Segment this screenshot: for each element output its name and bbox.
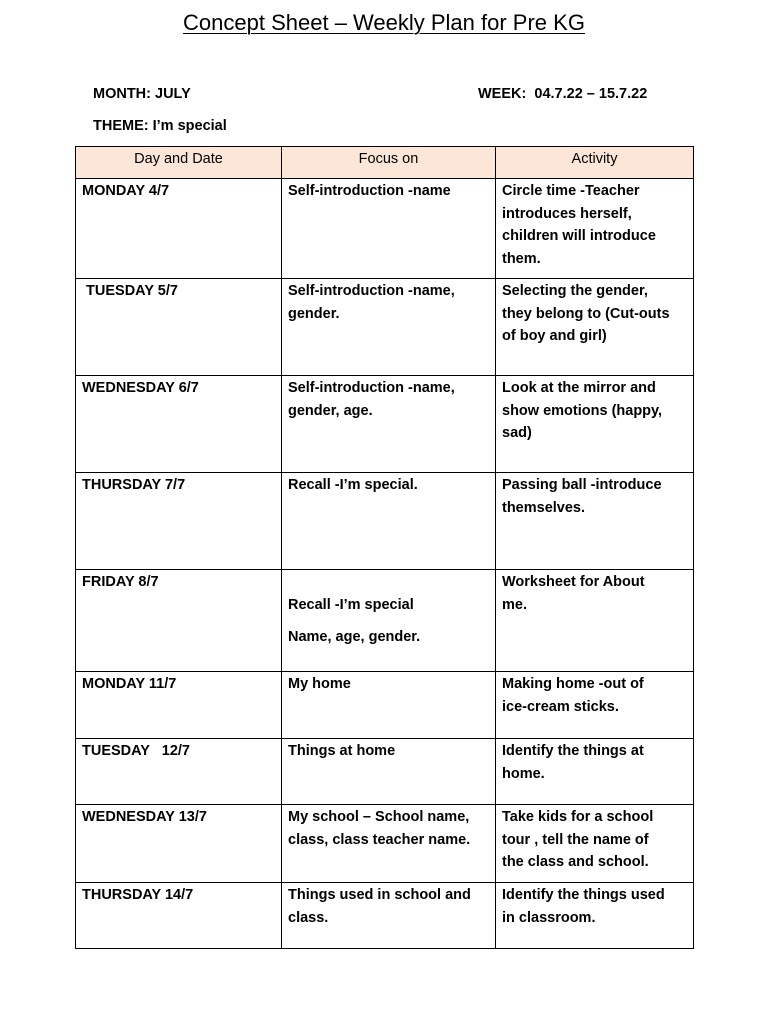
day-cell: TUESDAY 12/7 [76,739,282,805]
table-row [76,805,694,883]
table-row [76,473,694,570]
weekly-plan-table [75,146,694,949]
header-focus-on: Focus on [282,147,496,179]
day-cell: FRIDAY 8/7 [76,570,282,672]
focus-cell: Self-introduction -name, gender, age. [282,376,496,473]
activity-cell: Selecting the gender, they belong to (Cut-outs of boy and girl) [496,279,694,376]
day-cell: THURSDAY 7/7 [76,473,282,570]
table-row [76,883,694,949]
table-header-row [76,147,694,179]
header-day-and-date: Day and Date [76,147,282,179]
table-row [76,279,694,376]
focus-cell: Self-introduction -name [282,179,496,279]
table-row [76,672,694,739]
day-cell: WEDNESDAY 6/7 [76,376,282,473]
table-row [76,570,694,672]
table-row [76,739,694,805]
document-title-text: Concept Sheet – Weekly Plan for Pre KG [183,10,585,35]
activity-cell: Identify the things used in classroom. [496,883,694,949]
activity-cell: Making home -out of ice-cream sticks. [496,672,694,739]
focus-cell: Things used in school and class. [282,883,496,949]
week-label: WEEK: 04.7.22 – 15.7.22 [478,86,648,102]
activity-cell: Circle time -Teacher introduces herself, children will introduce them. [496,179,694,279]
table-row [76,179,694,279]
activity-cell: Look at the mirror and show emotions (happy, sad) [496,376,694,473]
header-activity: Activity [496,147,694,179]
activity-cell: Passing ball -introduce themselves. [496,473,694,570]
focus-cell: Self-introduction -name, gender. [282,279,496,376]
focus-cell: Recall -I’m special. [282,473,496,570]
day-cell: TUESDAY 5/7 [76,279,282,376]
theme-label: THEME: I’m special [93,118,227,134]
focus-cell: Things at home [282,739,496,805]
activity-cell: Take kids for a school tour , tell the name of the class and school. [496,805,694,883]
activity-cell: Worksheet for About me. [496,570,694,672]
day-cell: MONDAY 4/7 [76,179,282,279]
focus-cell: My home [282,672,496,739]
focus-line: Recall -I’m special [288,596,414,613]
day-cell: MONDAY 11/7 [76,672,282,739]
day-cell: THURSDAY 14/7 [76,883,282,949]
document-title [0,9,768,37]
table-row [76,376,694,473]
activity-cell: Identify the things at home. [496,739,694,805]
focus-cell: My school – School name, class, class teacher name. [282,805,496,883]
focus-line: Name, age, gender. [288,629,421,645]
focus-cell [282,570,496,672]
day-cell: WEDNESDAY 13/7 [76,805,282,883]
month-label: MONTH: JULY [93,86,191,102]
